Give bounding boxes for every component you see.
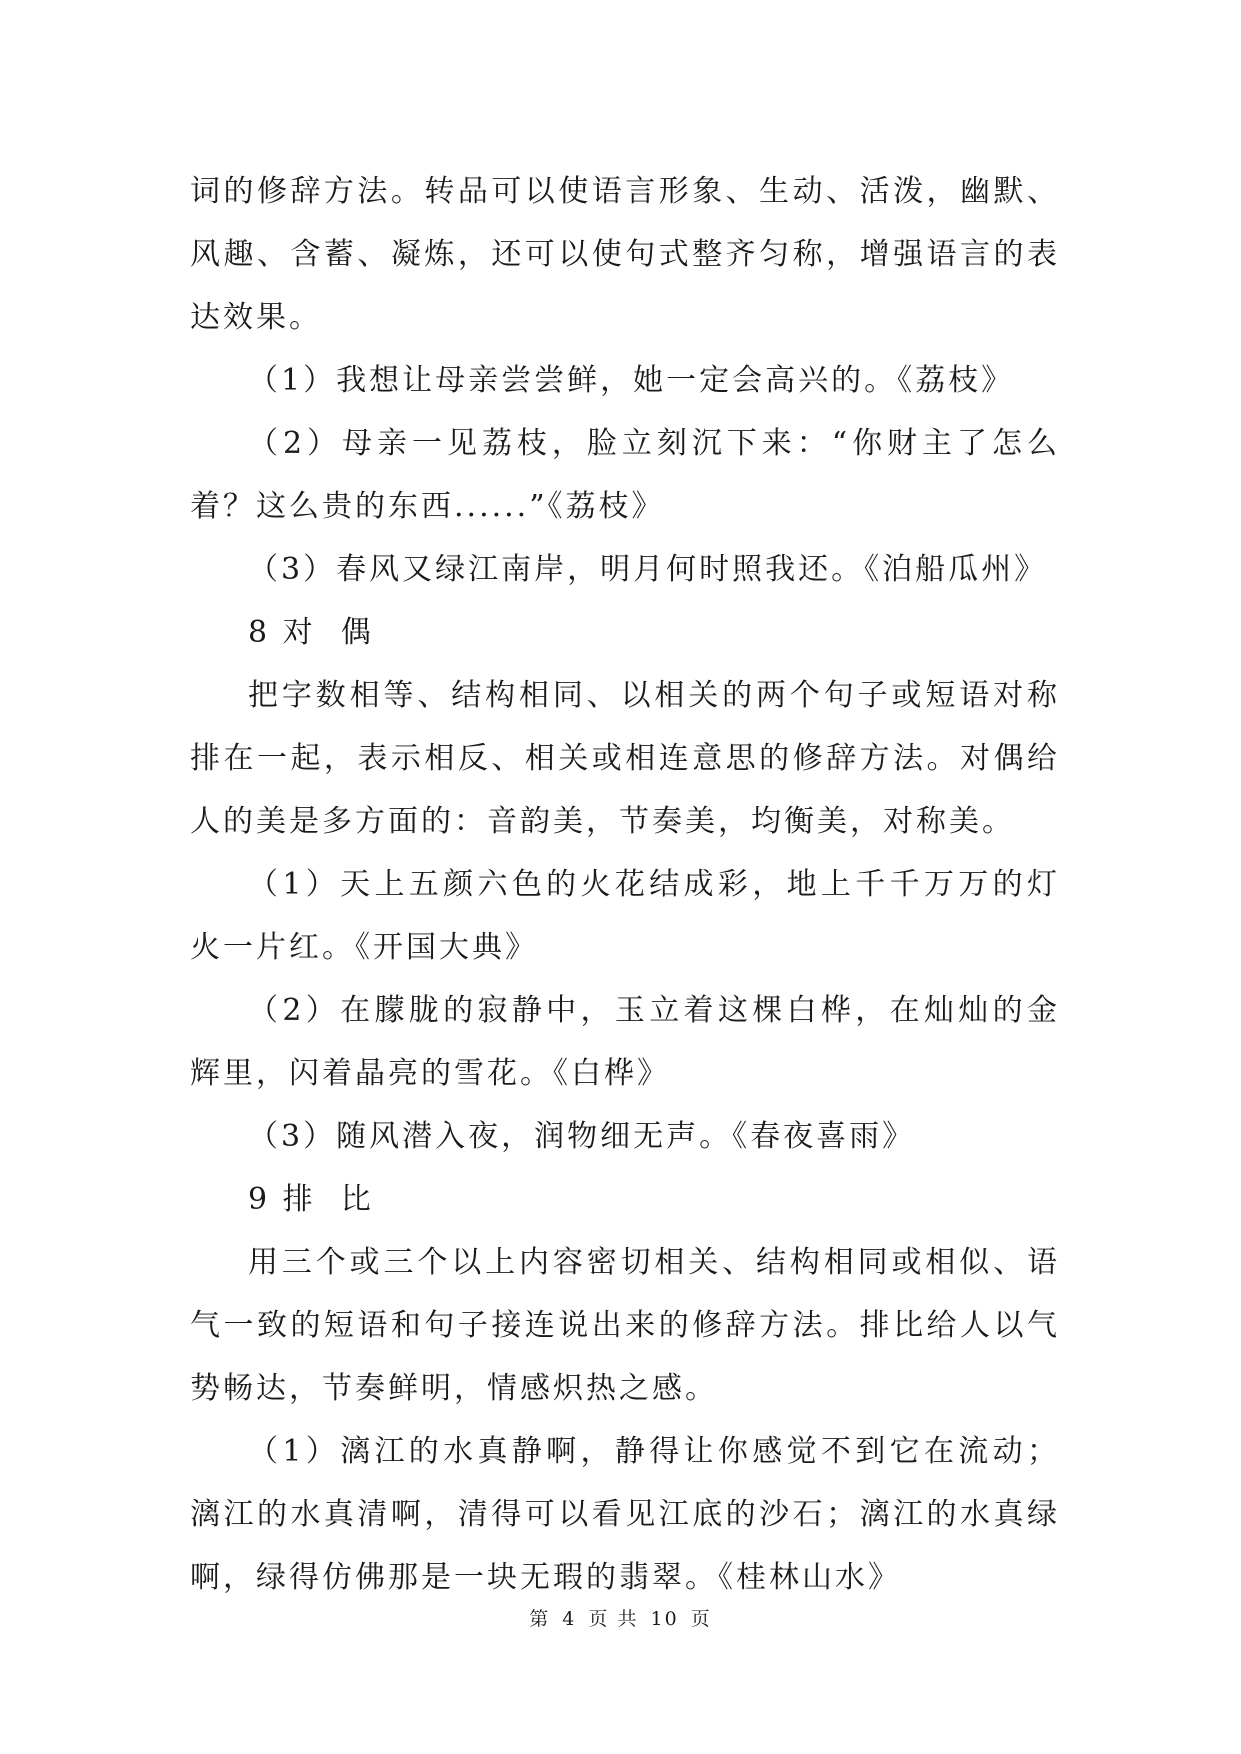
paragraph-9: （3）随风潜入夜，润物细无声。《春夜喜雨》 — [248, 1119, 916, 1154]
paragraph-8: （2）在朦胧的寂静中，玉立着这棵白桦，在灿灿的金辉里，闪着晶亮的雪花。《白桦》 — [190, 993, 1060, 1091]
section-heading-paibi: 9 排 比 — [248, 1182, 374, 1217]
paragraph-1: 词的修辞方法。转品可以使语言形象、生动、活泼，幽默、风趣、含蓄、凝炼，还可以使句式整齐匀称，增强语言的表达效果。 — [190, 174, 1060, 335]
footer-current-page: 4 — [562, 1608, 577, 1630]
footer-suffix: 页 — [690, 1608, 712, 1630]
footer-middle: 页 共 — [588, 1608, 639, 1630]
paragraph-11: 用三个或三个以上内容密切相关、结构相同或相似、语气一致的短语和句子接连说出来的修辞方法。排比给人以气势畅达，节奏鲜明，情感炽热之感。 — [190, 1245, 1060, 1406]
paragraph-12: （1）漓江的水真静啊，静得让你感觉不到它在流动；漓江的水真清啊，清得可以看见江底的沙石；漓江的水真绿啊，绿得仿佛那是一块无瑕的翡翠。《桂林山水》 — [190, 1434, 1060, 1595]
footer-total-pages: 10 — [650, 1608, 679, 1630]
paragraph-4: （3）春风又绿江南岸，明月何时照我还。《泊船瓜州》 — [248, 552, 1048, 587]
document-body — [190, 160, 1060, 1609]
paragraph-2: （1）我想让母亲尝尝鲜，她一定会高兴的。《荔枝》 — [248, 363, 1015, 398]
page-footer — [0, 1604, 1241, 1631]
paragraph-3: （2）母亲一见荔枝，脸立刻沉下来：“你财主了怎么着？这么贵的东西......”《荔枝》 — [190, 426, 1060, 524]
section-heading-duiou: 8 对 偶 — [248, 615, 374, 650]
paragraph-6: 把字数相等、结构相同、以相关的两个句子或短语对称排在一起，表示相反、相关或相连意思的修辞方法。对偶给人的美是多方面的：音韵美，节奏美，均衡美，对称美。 — [190, 678, 1060, 839]
footer-prefix: 第 — [529, 1608, 551, 1630]
paragraph-7: （1）天上五颜六色的火花结成彩，地上千千万万的灯火一片红。《开国大典》 — [190, 867, 1060, 965]
